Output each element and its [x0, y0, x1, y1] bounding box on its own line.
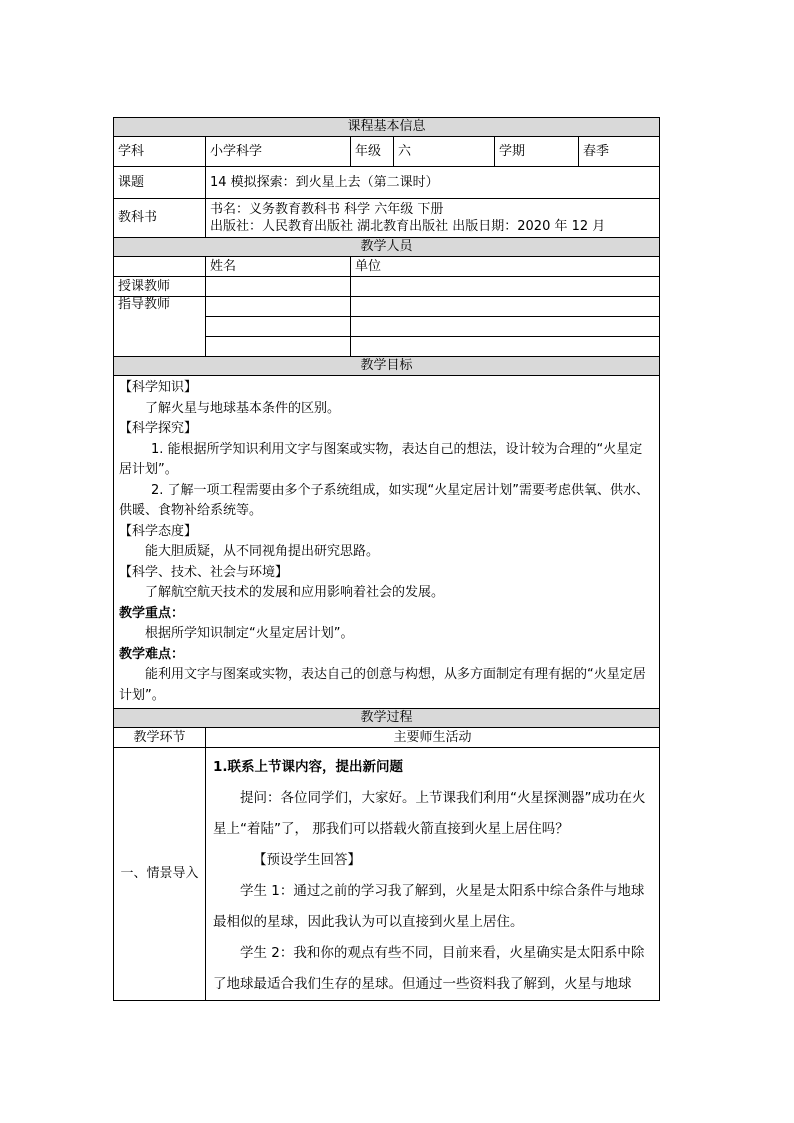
- inquiry-item-1: 1. 能根据所学知识利用文字与图案或实物，表达自己的想法，设计较为合理的“火星定居计划”。: [119, 441, 643, 477]
- sts-text: 了解航空航天技术的发展和应用影响着社会的发展。: [145, 585, 445, 600]
- step-title: 1.联系上节课内容，提出新问题: [213, 759, 404, 775]
- staff-col-name: 姓名: [206, 257, 351, 277]
- textbook-line-1: 书名：义务教育教科书 科学 六年级 下册: [210, 202, 444, 217]
- staff-header-blank: [114, 257, 206, 277]
- subject-label: 学科: [114, 137, 206, 167]
- inquiry-heading: 【科学探究】: [119, 421, 198, 436]
- section-process: 教学过程: [114, 709, 660, 728]
- stage-intro: 一、情景导入: [114, 748, 206, 1001]
- attitude-heading: 【科学态度】: [119, 523, 198, 539]
- teacher-name-cell: [206, 277, 351, 297]
- student-2-answer: 学生 2：我和你的观点有些不同，目前来看，火星确实是太阳系中除了地球最适合我们生存的星球。但通过一些资料我了解到，火星与地球: [213, 945, 645, 992]
- attitude-text: 能大胆质疑，从不同视角提出研究思路。: [145, 544, 380, 559]
- textbook-label: 教科书: [114, 199, 206, 238]
- section-goals: 教学目标: [114, 357, 660, 376]
- textbook-line-2: 出版社：人民教育出版社 湖北教育出版社 出版日期：2020 年 12 月: [210, 219, 606, 234]
- lesson-plan-table: [113, 117, 660, 1001]
- key-point-heading: 教学重点：: [119, 605, 185, 621]
- teacher-unit-cell: [351, 277, 660, 297]
- advisor-name-cell-2: [206, 317, 351, 337]
- textbook-value: [206, 199, 660, 238]
- term-label: 学期: [495, 137, 579, 167]
- difficulty-text: 能利用文字与图案或实物，表达自己的创意与构想，从多方面制定有理有据的“火星定居计划”。: [119, 667, 646, 703]
- section-staff: 教学人员: [114, 238, 660, 257]
- sts-heading: 【科学、技术、社会与环境】: [119, 564, 289, 580]
- preset-answer-heading: 【预设学生回答】: [253, 852, 361, 868]
- knowledge-heading: 【科学知识】: [119, 380, 198, 395]
- advisor-name-cell-3: [206, 337, 351, 357]
- process-col-activity: 主要师生活动: [206, 728, 660, 748]
- inquiry-item-2: 2. 了解一项工程需要由多个子系统组成，如实现“火星定居计划”需要考虑供氧、供水、供暖、食物补给系统等。: [119, 482, 650, 518]
- teacher-question: 提问：各位同学们，大家好。上节课我们利用“火星探测器”成功在火星上“着陆”了， 那我们可以搭载火箭直接到火星上居住吗？: [213, 790, 646, 837]
- advisor-name-cell-1: [206, 297, 351, 317]
- topic-label: 课题: [114, 167, 206, 199]
- staff-row-advisor: 指导教师: [114, 297, 206, 357]
- grade-value: 六: [394, 137, 495, 167]
- term-value: 春季: [579, 137, 660, 167]
- process-col-stage: 教学环节: [114, 728, 206, 748]
- student-1-answer: 学生 1：通过之前的学习我了解到，火星是太阳系中综合条件与地球最相似的星球，因此我认为可以直接到火星上居住。: [213, 883, 645, 930]
- section-basic-info: 课程基本信息: [114, 118, 660, 137]
- goals-content: [114, 376, 660, 709]
- grade-label: 年级: [351, 137, 394, 167]
- advisor-unit-cell-3: [351, 337, 660, 357]
- advisor-unit-cell-1: [351, 297, 660, 317]
- staff-col-unit: 单位: [351, 257, 660, 277]
- topic-value: 14 模拟探索：到火星上去（第二课时）: [206, 167, 660, 199]
- subject-value: 小学科学: [206, 137, 351, 167]
- staff-row-teacher: 授课教师: [114, 277, 206, 297]
- key-point-text: 根据所学知识制定“火星定居计划”。: [145, 626, 354, 641]
- activity-content: [206, 748, 660, 1001]
- knowledge-text: 了解火星与地球基本条件的区别。: [145, 400, 341, 416]
- advisor-unit-cell-2: [351, 317, 660, 337]
- difficulty-heading: 教学难点：: [119, 646, 185, 662]
